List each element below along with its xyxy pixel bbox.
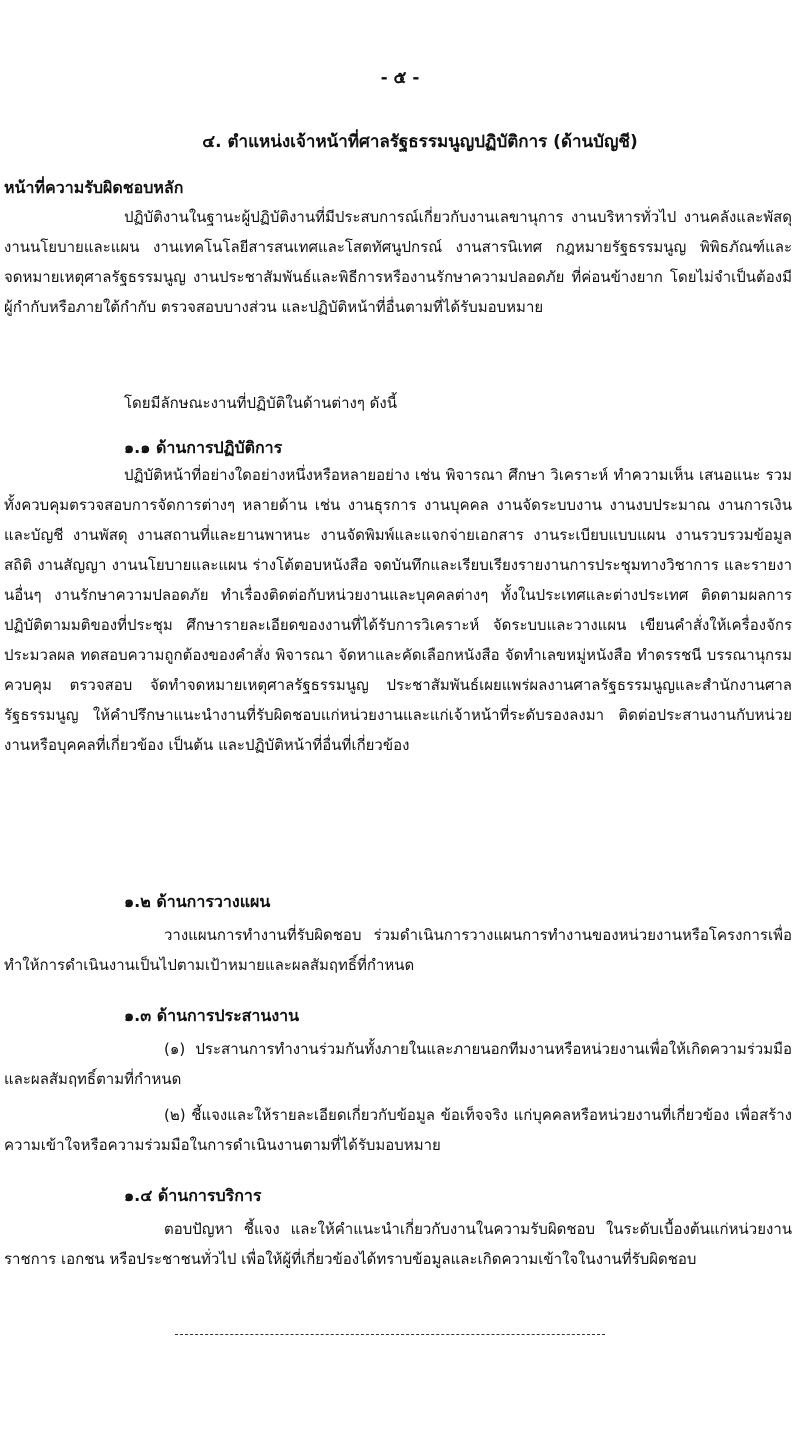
section-1-1-text: ปฏิบัติหน้าที่อย่างใดอย่างหนึ่งหรือหลายอย่าง เช่น พิจารณา ศึกษา วิเคราะห์ ทำความเห็น เสนอแนะ รวมทั้งควบคุมตรวจสอบการจัดการต่างๆ หลายด้าน เช่น งานธุรการ งานบุคคล งานจัดระบบงาน งานงบประมาณ งานการเงินและบัญชี งานพัสดุ งานสถานที่และยานพาหนะ งานจัดพิมพ์และแจกจ่ายเอกสาร งานระเบียบแบบแผน งานรวบรวมข้อมูลสถิติ งานสัญญา งานนโยบายและแผน ร่างโต้ตอบหนังสือ จดบันทึกและเรียบเรียงรายงานการประชุมทางวิชาการ และรายงานอื่นๆ งานรักษาความปลอดภัย ทำเรื่องติดต่อกับหน่วยงานและบุคคลต่างๆ ทั้งในประเทศและต่างประเทศ ติดตามผลการปฏิบัติตามมติของที่ประชุม ศึกษารายละเอียดของงานที่ได้รับการวิเคราะห์ จัดระบบและวางแผน เขียนคำสั่งให้เครื่องจักรประมวลผล ทดสอบความถูกต้องของคำสั่ง พิจารณา จัดหาและคัดเลือกหนังสือ จัดทำเลขหมู่หนังสือ ทำดรรชนี บรรณานุกรม ควบคุม ตรวจสอบ จัดทำจดหมายเหตุศาลรัฐธรรมนูญ ประชาสัมพันธ์เผยแพร่ผลงานศาลรัฐธรรมนูญและสำนักงานศาลรัฐธรรมนูญ ให้คำปรึกษาแนะนำงานที่รับผิดชอบแก่หน่วยงานและแก่เจ้าหน้าที่ระดับรองลงมา ติดต่อประสานงานกับหน่วยงานหรือบุคคลที่เกี่ยวข้อง เป็นต้น และปฏิบัติหน้าที่อื่นที่เกี่ยวข้อง xyxy=(4,466,792,754)
dotted-divider xyxy=(175,1334,605,1335)
main-duties-heading: หน้าที่ความรับผิดชอบหลัก xyxy=(4,178,184,197)
section-1-3-heading: ๑.๓ ด้านการประสานงาน xyxy=(124,1006,300,1025)
section-1-3-item-2: (๒) ชี้แจงและให้รายละเอียดเกี่ยวกับข้อมูล ข้อเท็จจริง แก่บุคคลหรือหน่วยงานที่เกี่ยวข้อง เพื่อสร้างความเข้าใจหรือความร่วมมือในการดำเนินงานตามที่ได้รับมอบหมาย xyxy=(4,1106,792,1154)
position-title: ๔. ตำแหน่งเจ้าหน้าที่ศาลรัฐธรรมนูญปฏิบัติการ (ด้านบัญชี) xyxy=(202,132,638,152)
intro-paragraph: ปฏิบัติงานในฐานะผู้ปฏิบัติงานที่มีประสบการณ์เกี่ยวกับงานเลขานุการ งานบริหารทั่วไป งานคลังและพัสดุ งานนโยบายและแผน งานเทคโนโลยีสารสนเทศและโสตทัศนูปกรณ์ งานสารนิเทศ กฎหมายรัฐธรรมนูญ พิพิธภัณฑ์และจดหมายเหตุศาลรัฐธรรมนูญ งานประชาสัมพันธ์และพิธีการหรืองานรักษาความปลอดภัย ที่ค่อนข้างยาก โดยไม่จำเป็นต้องมีผู้กำกับหรือภายใต้กำกับ ตรวจสอบบางส่วน และปฏิบัติหน้าที่อื่นตามที่ได้รับมอบหมาย xyxy=(4,208,792,316)
section-1-2-text: วางแผนการทำงานที่รับผิดชอบ ร่วมดำเนินการวางแผนการทำงานของหน่วยงานหรือโครงการเพื่อทำให้การดำเนินงานเป็นไปตามเป้าหมายและผลสัมฤทธิ์ที่กำหนด xyxy=(4,926,792,974)
section-1-1-heading: ๑.๑ ด้านการปฏิบัติการ xyxy=(124,438,283,457)
section-1-4-text: ตอบปัญหา ชี้แจง และให้คำแนะนำเกี่ยวกับงานในความรับผิดชอบ ในระดับเบื้องต้นแก่หน่วยงานราชการ เอกชน หรือประชาชนทั่วไป เพื่อให้ผู้ที่เกี่ยวข้องได้ทราบข้อมูลและเกิดความเข้าใจในงานที่รับผิดชอบ xyxy=(4,1220,792,1268)
section-1-2-heading: ๑.๒ ด้านการวางแผน xyxy=(124,892,271,911)
section-1-4-heading: ๑.๔ ด้านการบริการ xyxy=(124,1186,262,1205)
page-number: - ๕ - xyxy=(380,68,420,88)
section-1-3-item-1: (๑) ประสานการทำงานร่วมกันทั้งภายในและภายนอกทีมงานหรือหน่วยงานเพื่อให้เกิดความร่วมมือและผลสัมฤทธิ์ตามที่กำหนด xyxy=(4,1040,792,1088)
intro-line: โดยมีลักษณะงานที่ปฏิบัติในด้านต่างๆ ดังนี้ xyxy=(124,394,397,412)
